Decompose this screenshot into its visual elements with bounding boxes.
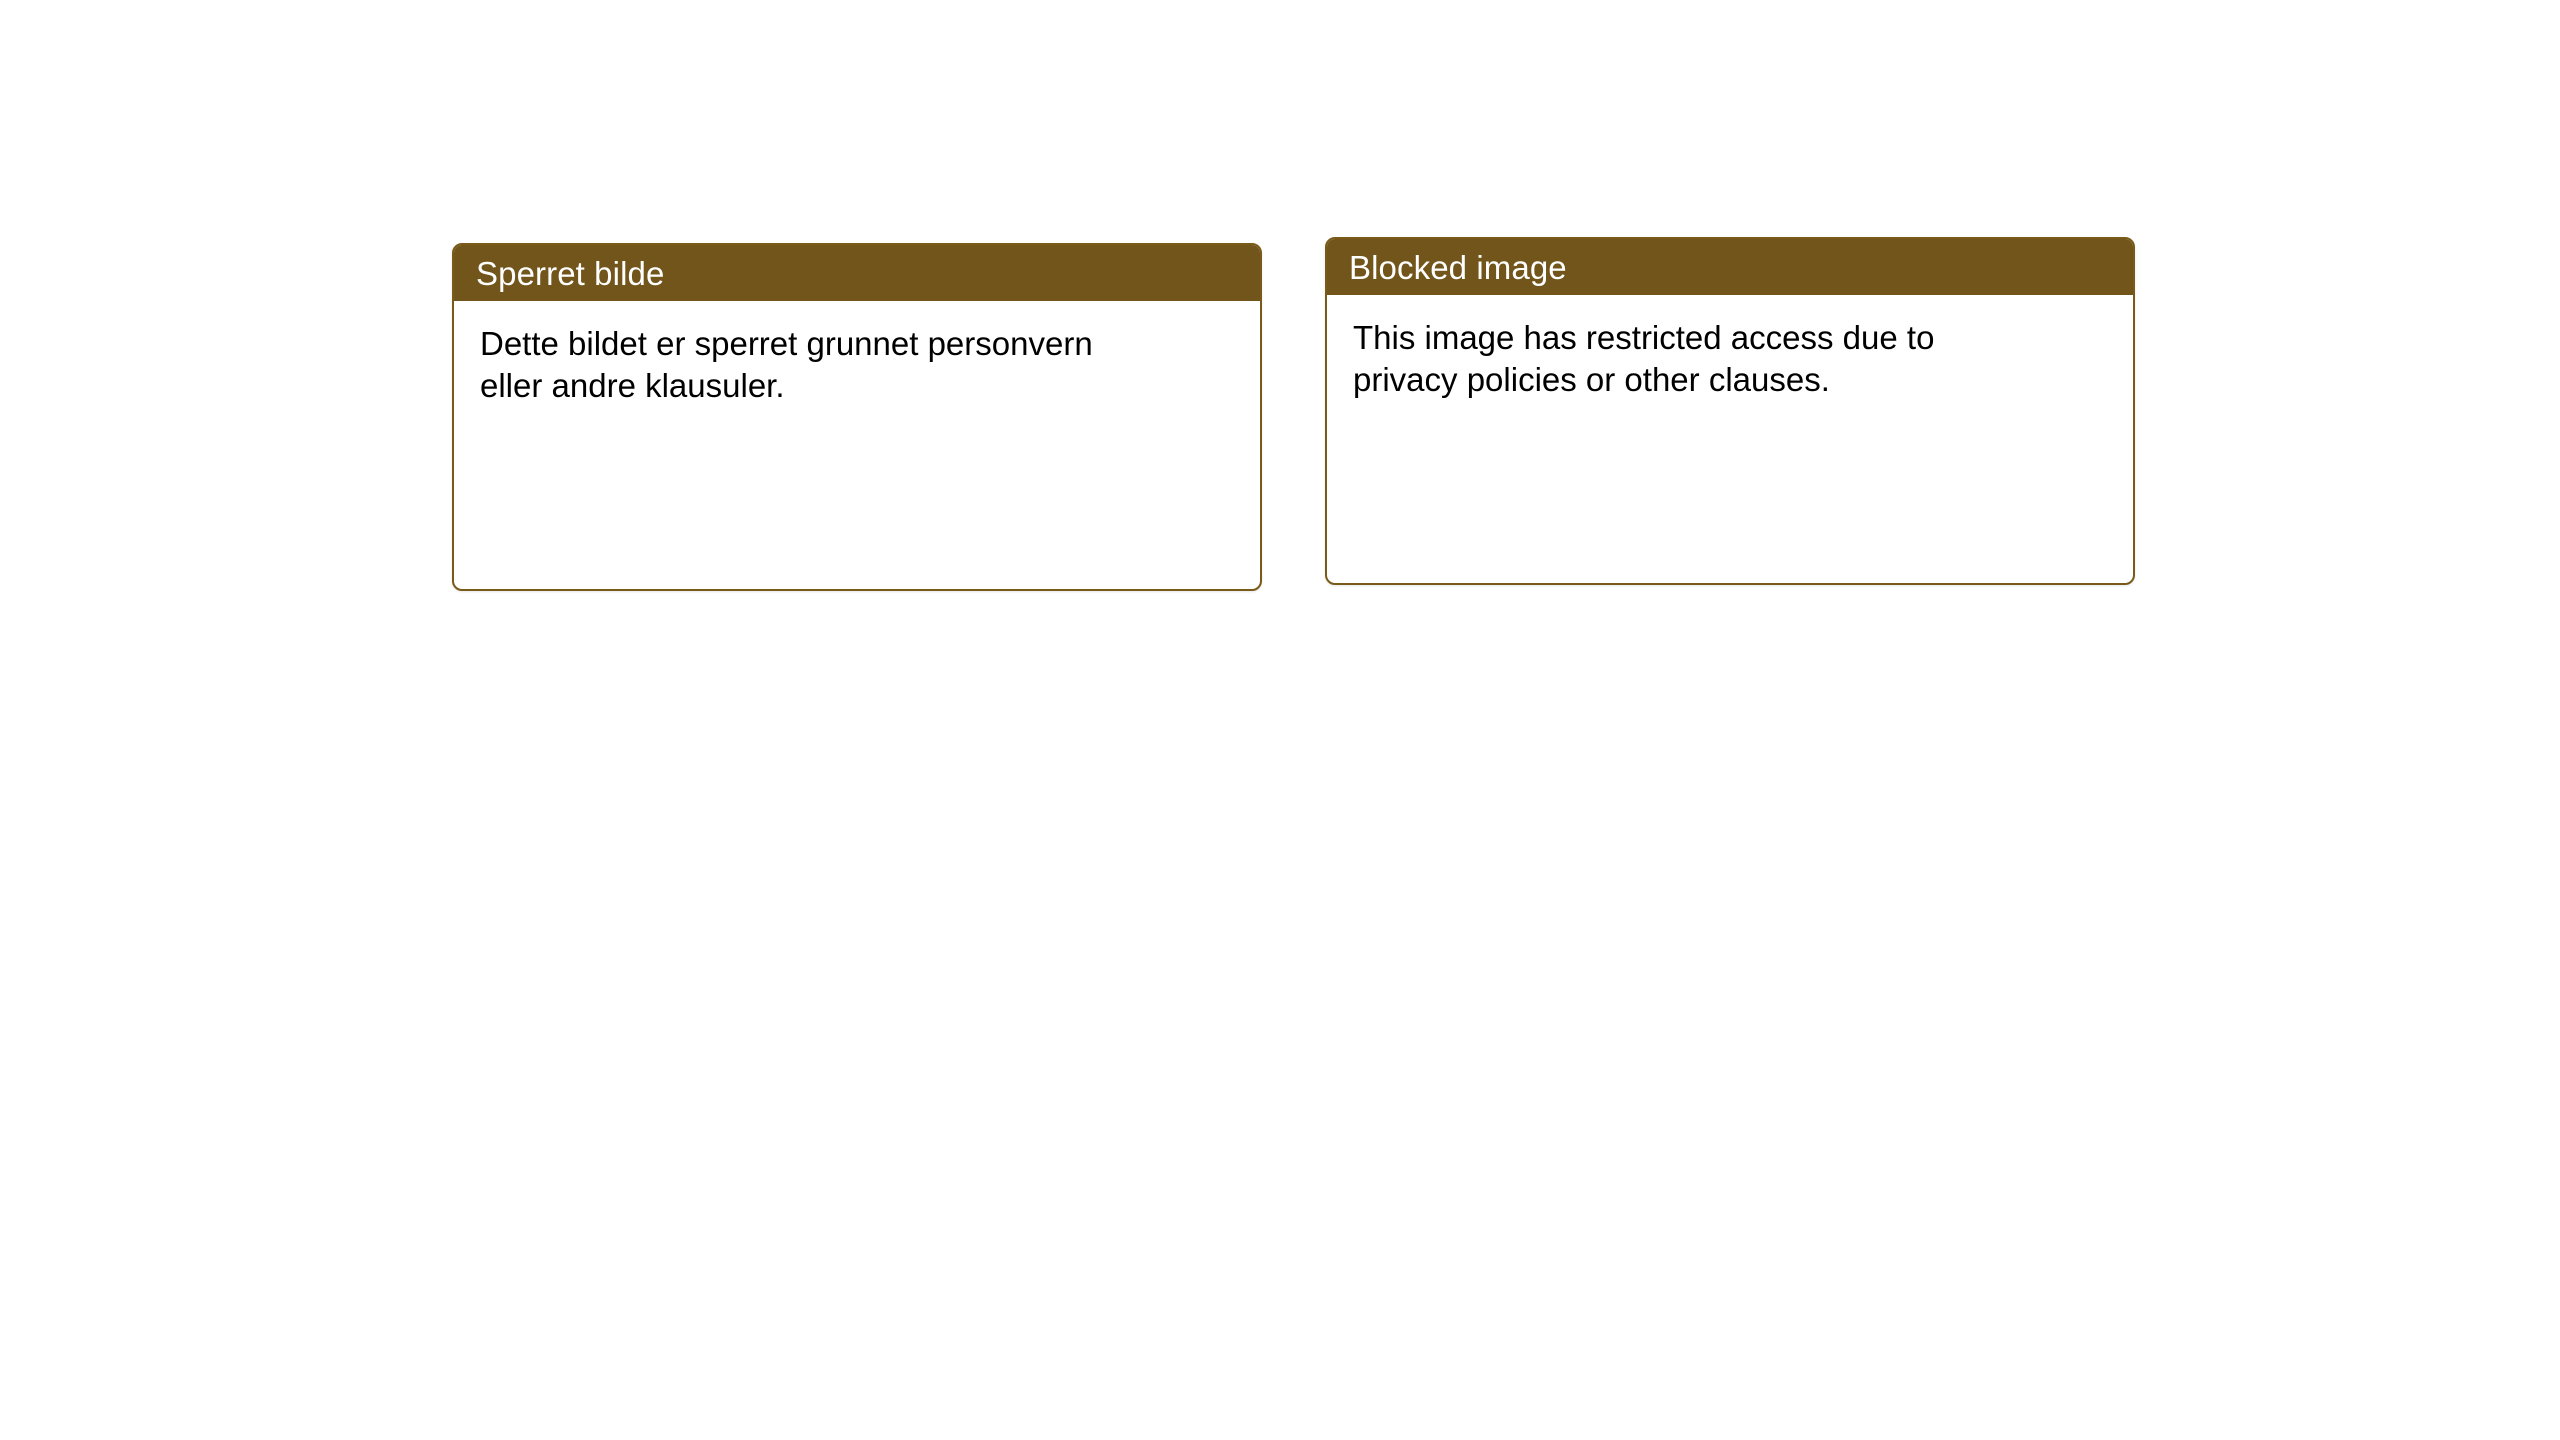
notice-body-no	[454, 301, 1154, 407]
notice-body-text-no: Dette bildet er sperret grunnet personvern eller andre klausuler.	[480, 325, 1093, 405]
blocked-image-notice-no	[452, 243, 1262, 591]
notice-title-en: Blocked image	[1327, 239, 2133, 295]
blocked-image-notice-en	[1325, 237, 2135, 585]
notice-body-text-en: This image has restricted access due to privacy policies or other clauses.	[1353, 319, 1935, 399]
notice-body-en	[1327, 295, 2007, 401]
notice-title-no: Sperret bilde	[454, 245, 1260, 301]
